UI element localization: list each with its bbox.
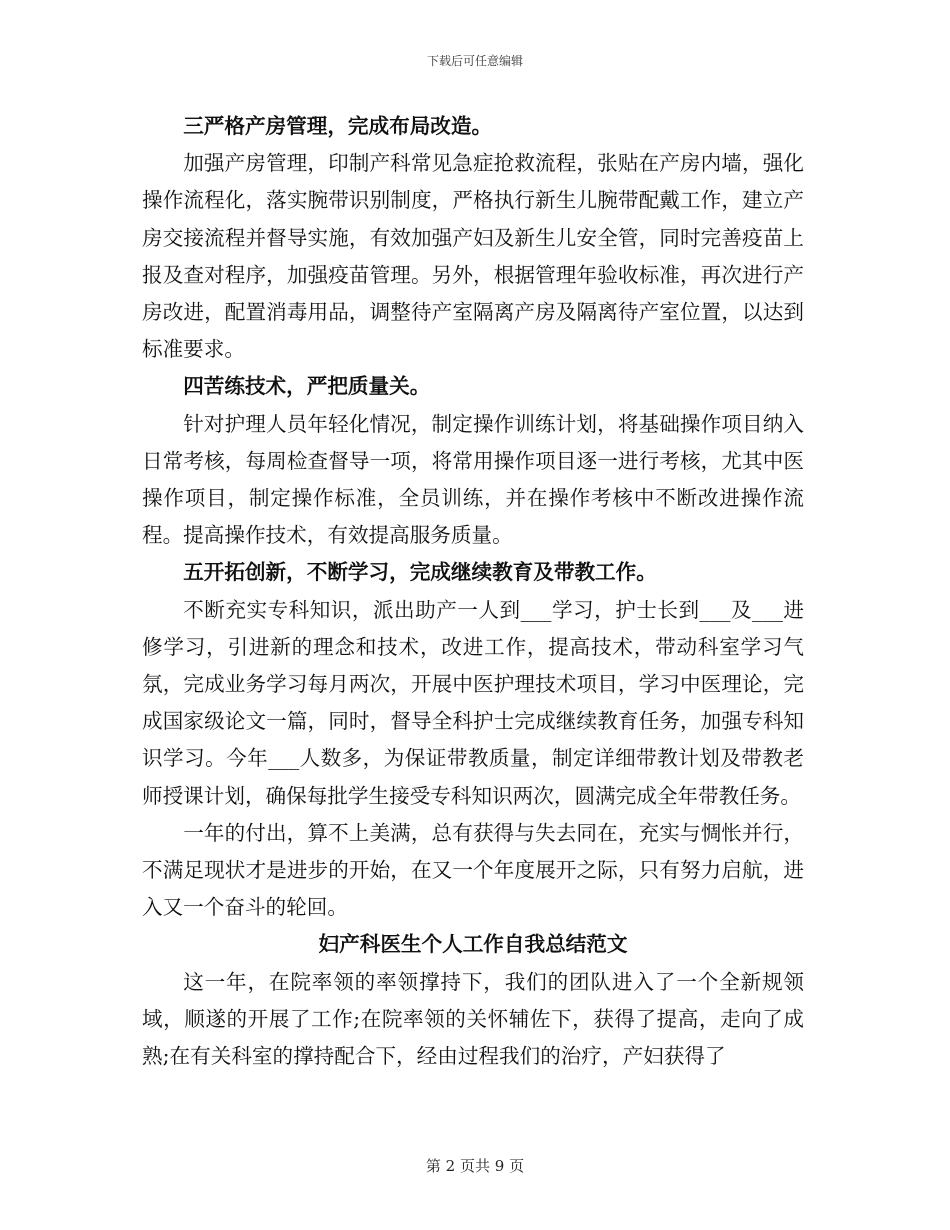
document-body: [142, 108, 804, 1075]
page-header: 下载后可任意编辑: [426, 54, 523, 68]
section-heading: 三严格产房管理，完成布局改造。: [183, 114, 493, 138]
page-footer: 第 2 页共 9 页: [425, 1157, 525, 1175]
section-heading: 五开拓创新，不断学习，完成继续教育及带教工作。: [183, 560, 657, 585]
paragraph: 不断充实专科知识，派出助产一人到___学习，护士长到___及___进修学习，引进新的理念和技术，改进工作，提高技术，带动科室学习气氛，完成业务学习每月两次，开展中医护理技术项目，学习中医理论，完成国家级论文一篇，同时，督导全科护士完成继续教育任务，加强专科知识学习。今年___人数多，为保证带教质量，制定详细带教计划及带教老师授课计划，确保每批学生接受专科知识两次，圆满完成全年带教任务。: [142, 597, 804, 808]
paragraph: 加强产房管理，印制产科常见急症抢救流程，张贴在产房内墙，强化操作流程化，落实腕带识别制度，严格执行新生儿腕带配戴工作，建立产房交接流程并督导实施，有效加强产妇及新生儿安全管，同时完善疫苗上报及查对程序，加强疫苗管理。另外，根据管理年验收标准，再次进行产房改进，配置消毒用品，调整待产室隔离产房及隔离待产室位置，以达到标准要求。: [142, 151, 804, 362]
paragraph: 这一年，在院率领的率领撑持下，我们的团队进入了一个全新规领域，顺遂的开展了工作;在院率领的关怀辅佐下，获得了提高，走向了成熟;在有关科室的撑持配合下，经由过程我们的治疗，产妇获得了: [142, 969, 804, 1069]
paragraph: 一年的付出，算不上美满，总有获得与失去同在，充实与惆怅并行，不满足现状才是进步的开始，在又一个年度展开之际，只有努力启航，进入又一个奋斗的轮回。: [142, 820, 804, 920]
article-title: 妇产科医生个人工作自我总结范文: [318, 932, 628, 957]
paragraph: 针对护理人员年轻化情况，制定操作训练计划，将基础操作项目纳入日常考核，每周检查督导一项，将常用操作项目逐一进行考核，尤其中医操作项目，制定操作标准，全员训练，并在操作考核中不断改进操作流程。提高操作技术，有效提高服务质量。: [142, 411, 804, 548]
section-heading: 四苦练技术，严把质量关。: [183, 374, 431, 399]
